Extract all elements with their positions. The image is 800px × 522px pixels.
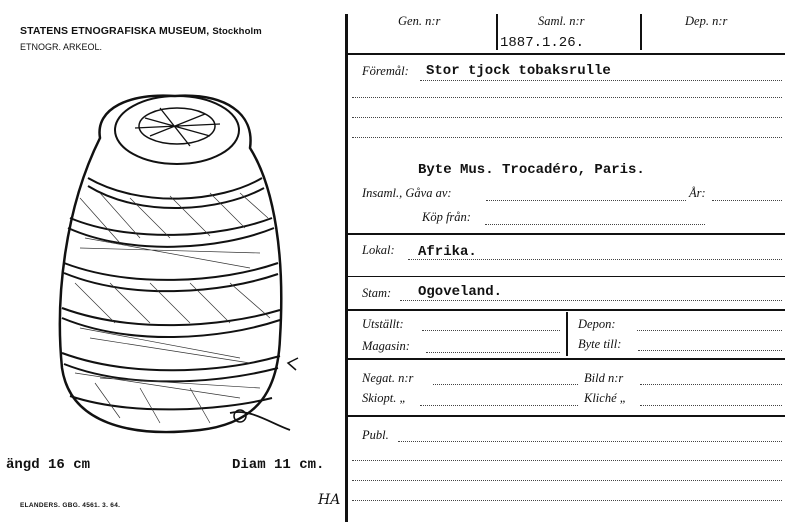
utstallt-label: Utställt: <box>362 317 404 331</box>
foremal-value: Stor tjock tobaksrulle <box>426 63 611 79</box>
publ-line-3 <box>352 480 782 481</box>
publ-line-2 <box>352 460 782 461</box>
foremal-line-2 <box>352 97 782 98</box>
kop-line <box>485 224 705 225</box>
bild-label: Bild n:r <box>584 371 624 385</box>
dep-nr-label: Dep. n:r <box>685 14 728 28</box>
insaml-bottom-rule <box>347 233 785 235</box>
foremal-label: Föremål: <box>362 64 409 78</box>
byte-till-label: Byte till: <box>578 337 622 351</box>
lokal-value: Afrika. <box>418 244 477 260</box>
stam-line <box>400 300 782 301</box>
depon-label: Depon: <box>578 317 616 331</box>
publ-label: Publ. <box>362 428 389 442</box>
lokal-bottom-rule <box>347 276 785 277</box>
department-label: ETNOGR. ARKEOL. <box>20 42 103 52</box>
ar-line <box>712 200 782 201</box>
ar-label: År: <box>689 186 706 200</box>
initials: HA <box>318 492 341 508</box>
stam-value: Ogoveland. <box>418 284 503 300</box>
publ-line <box>398 441 782 442</box>
stam-label: Stam: <box>362 286 392 300</box>
diameter-caption: Diam 11 cm. <box>232 457 325 473</box>
saml-nr-label: Saml. n:r <box>538 14 585 28</box>
stam-bottom-rule <box>347 309 785 311</box>
byte-till-line <box>638 350 782 351</box>
kop-label: Köp från: <box>422 210 471 224</box>
saml-nr-value: 1887.1.26. <box>500 35 585 51</box>
skiopt-line <box>420 405 578 406</box>
header-divider-2 <box>640 14 642 50</box>
depon-line <box>637 330 782 331</box>
header-bottom-rule <box>347 53 785 55</box>
foremal-line <box>420 80 782 81</box>
magasin-label: Magasin: <box>362 339 410 353</box>
header-divider-1 <box>496 14 498 50</box>
negat-bottom-rule <box>347 415 785 417</box>
bild-line <box>640 384 782 385</box>
depon-divider <box>566 312 568 356</box>
insaml-label: Insaml., Gåva av: <box>362 186 452 200</box>
magasin-bottom-rule <box>347 358 785 360</box>
museum-name <box>20 25 262 37</box>
card-left-border <box>345 14 348 522</box>
kliche-line <box>640 405 782 406</box>
magasin-line <box>426 352 560 353</box>
length-caption: ängd 16 cm <box>6 457 91 473</box>
tobacco-roll-drawing <box>40 78 310 448</box>
exchange-note: Byte Mus. Trocadéro, Paris. <box>418 162 645 178</box>
insaml-line <box>486 200 686 201</box>
printer-imprint: ELANDERS. GBG. 4561. 3. 64. <box>20 502 121 509</box>
museum-city: Stockholm <box>212 26 262 37</box>
negat-label: Negat. n:r <box>362 371 414 385</box>
negat-line <box>433 384 578 385</box>
utstallt-line <box>422 330 560 331</box>
kliche-label: Kliché „ <box>584 391 627 405</box>
skiopt-label: Skiopt. „ <box>362 391 407 405</box>
lokal-label: Lokal: <box>362 243 395 257</box>
gen-nr-label: Gen. n:r <box>398 14 441 28</box>
foremal-line-4 <box>352 137 782 138</box>
museum-title: STATENS ETNOGRAFISKA MUSEUM, <box>20 25 210 37</box>
lokal-line <box>408 259 782 260</box>
foremal-line-3 <box>352 117 782 118</box>
publ-line-4 <box>352 500 782 501</box>
